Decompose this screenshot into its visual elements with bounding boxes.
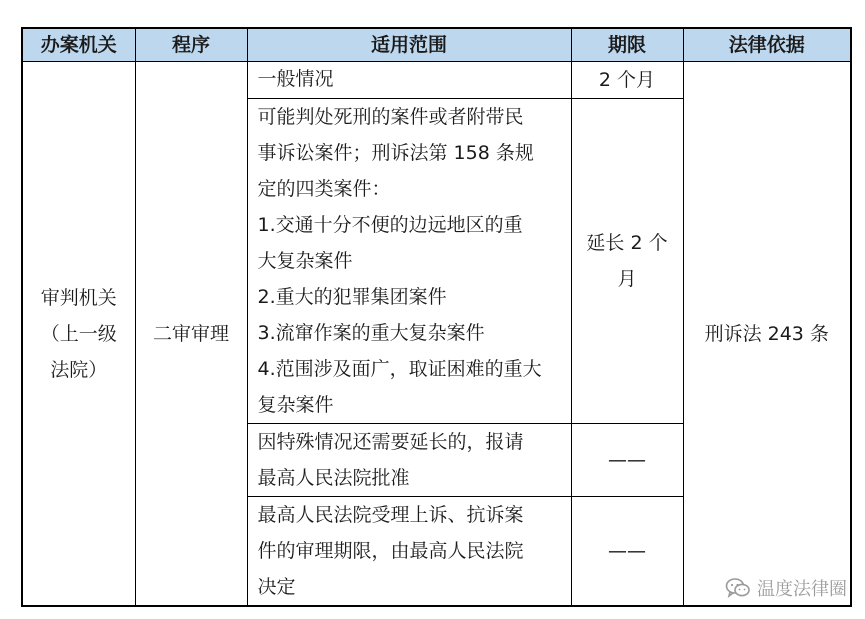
scope-line: 因特殊情况还需要延长的，报请 (257, 431, 524, 453)
term-line: 2 个月 (598, 69, 656, 91)
term-cell (571, 424, 683, 497)
watermark (725, 575, 847, 601)
scope-line: 件的审理期限，由最高人民法院 (257, 540, 524, 562)
scope-cell (247, 497, 571, 607)
scope-line: 一般情况 (257, 68, 334, 90)
term-cell (571, 99, 683, 424)
header-term: 期限 (571, 28, 683, 62)
agency-line: 审判机关 (40, 286, 117, 309)
wechat-icon (725, 577, 751, 599)
header-scope: 适用范围 (247, 28, 571, 62)
scope-line: 2.重大的犯罪集团案件 (257, 286, 447, 308)
table-row (22, 62, 851, 99)
scope-line: 最高人民法院批准 (257, 467, 410, 489)
term-line: —— (608, 540, 646, 562)
header-procedure: 程序 (135, 28, 247, 62)
term-cell (571, 62, 683, 99)
scope-cell (247, 62, 571, 99)
scope-line: 4.范围涉及面广，取证困难的重大 (257, 358, 542, 380)
scope-line: 大复杂案件 (257, 250, 353, 272)
scope-cell (247, 424, 571, 497)
scope-line: 可能判处死刑的案件或者附带民 (257, 106, 524, 128)
term-line: —— (608, 449, 646, 471)
watermark-text: 温度法律圈 (757, 579, 847, 600)
procedure-cell: 二审审理 (135, 62, 247, 607)
header-agency: 办案机关 (22, 28, 135, 62)
law-table (21, 27, 852, 607)
scope-cell (247, 99, 571, 424)
scope-line: 事诉讼案件；刑诉法第 158 条规 (257, 142, 534, 164)
agency-line: 法院） (50, 358, 108, 381)
term-line: 延长 2 个 (586, 232, 668, 254)
header-legal-basis: 法律依据 (683, 28, 851, 62)
scope-line: 决定 (257, 576, 296, 598)
scope-line: 定的四类案件： (257, 178, 391, 200)
scope-line: 最高人民法院受理上诉、抗诉案 (257, 504, 524, 526)
header-row (22, 28, 851, 62)
term-line: 月 (617, 268, 637, 290)
scope-line: 1.交通十分不便的边远地区的重 (257, 214, 523, 236)
agency-cell (22, 62, 135, 607)
scope-line: 3.流窜作案的重大复杂案件 (257, 322, 485, 344)
term-cell (571, 497, 683, 607)
scope-line: 复杂案件 (257, 394, 334, 416)
legal-basis-cell: 刑诉法 243 条 (683, 62, 851, 607)
agency-line: （上一级 (40, 322, 117, 345)
